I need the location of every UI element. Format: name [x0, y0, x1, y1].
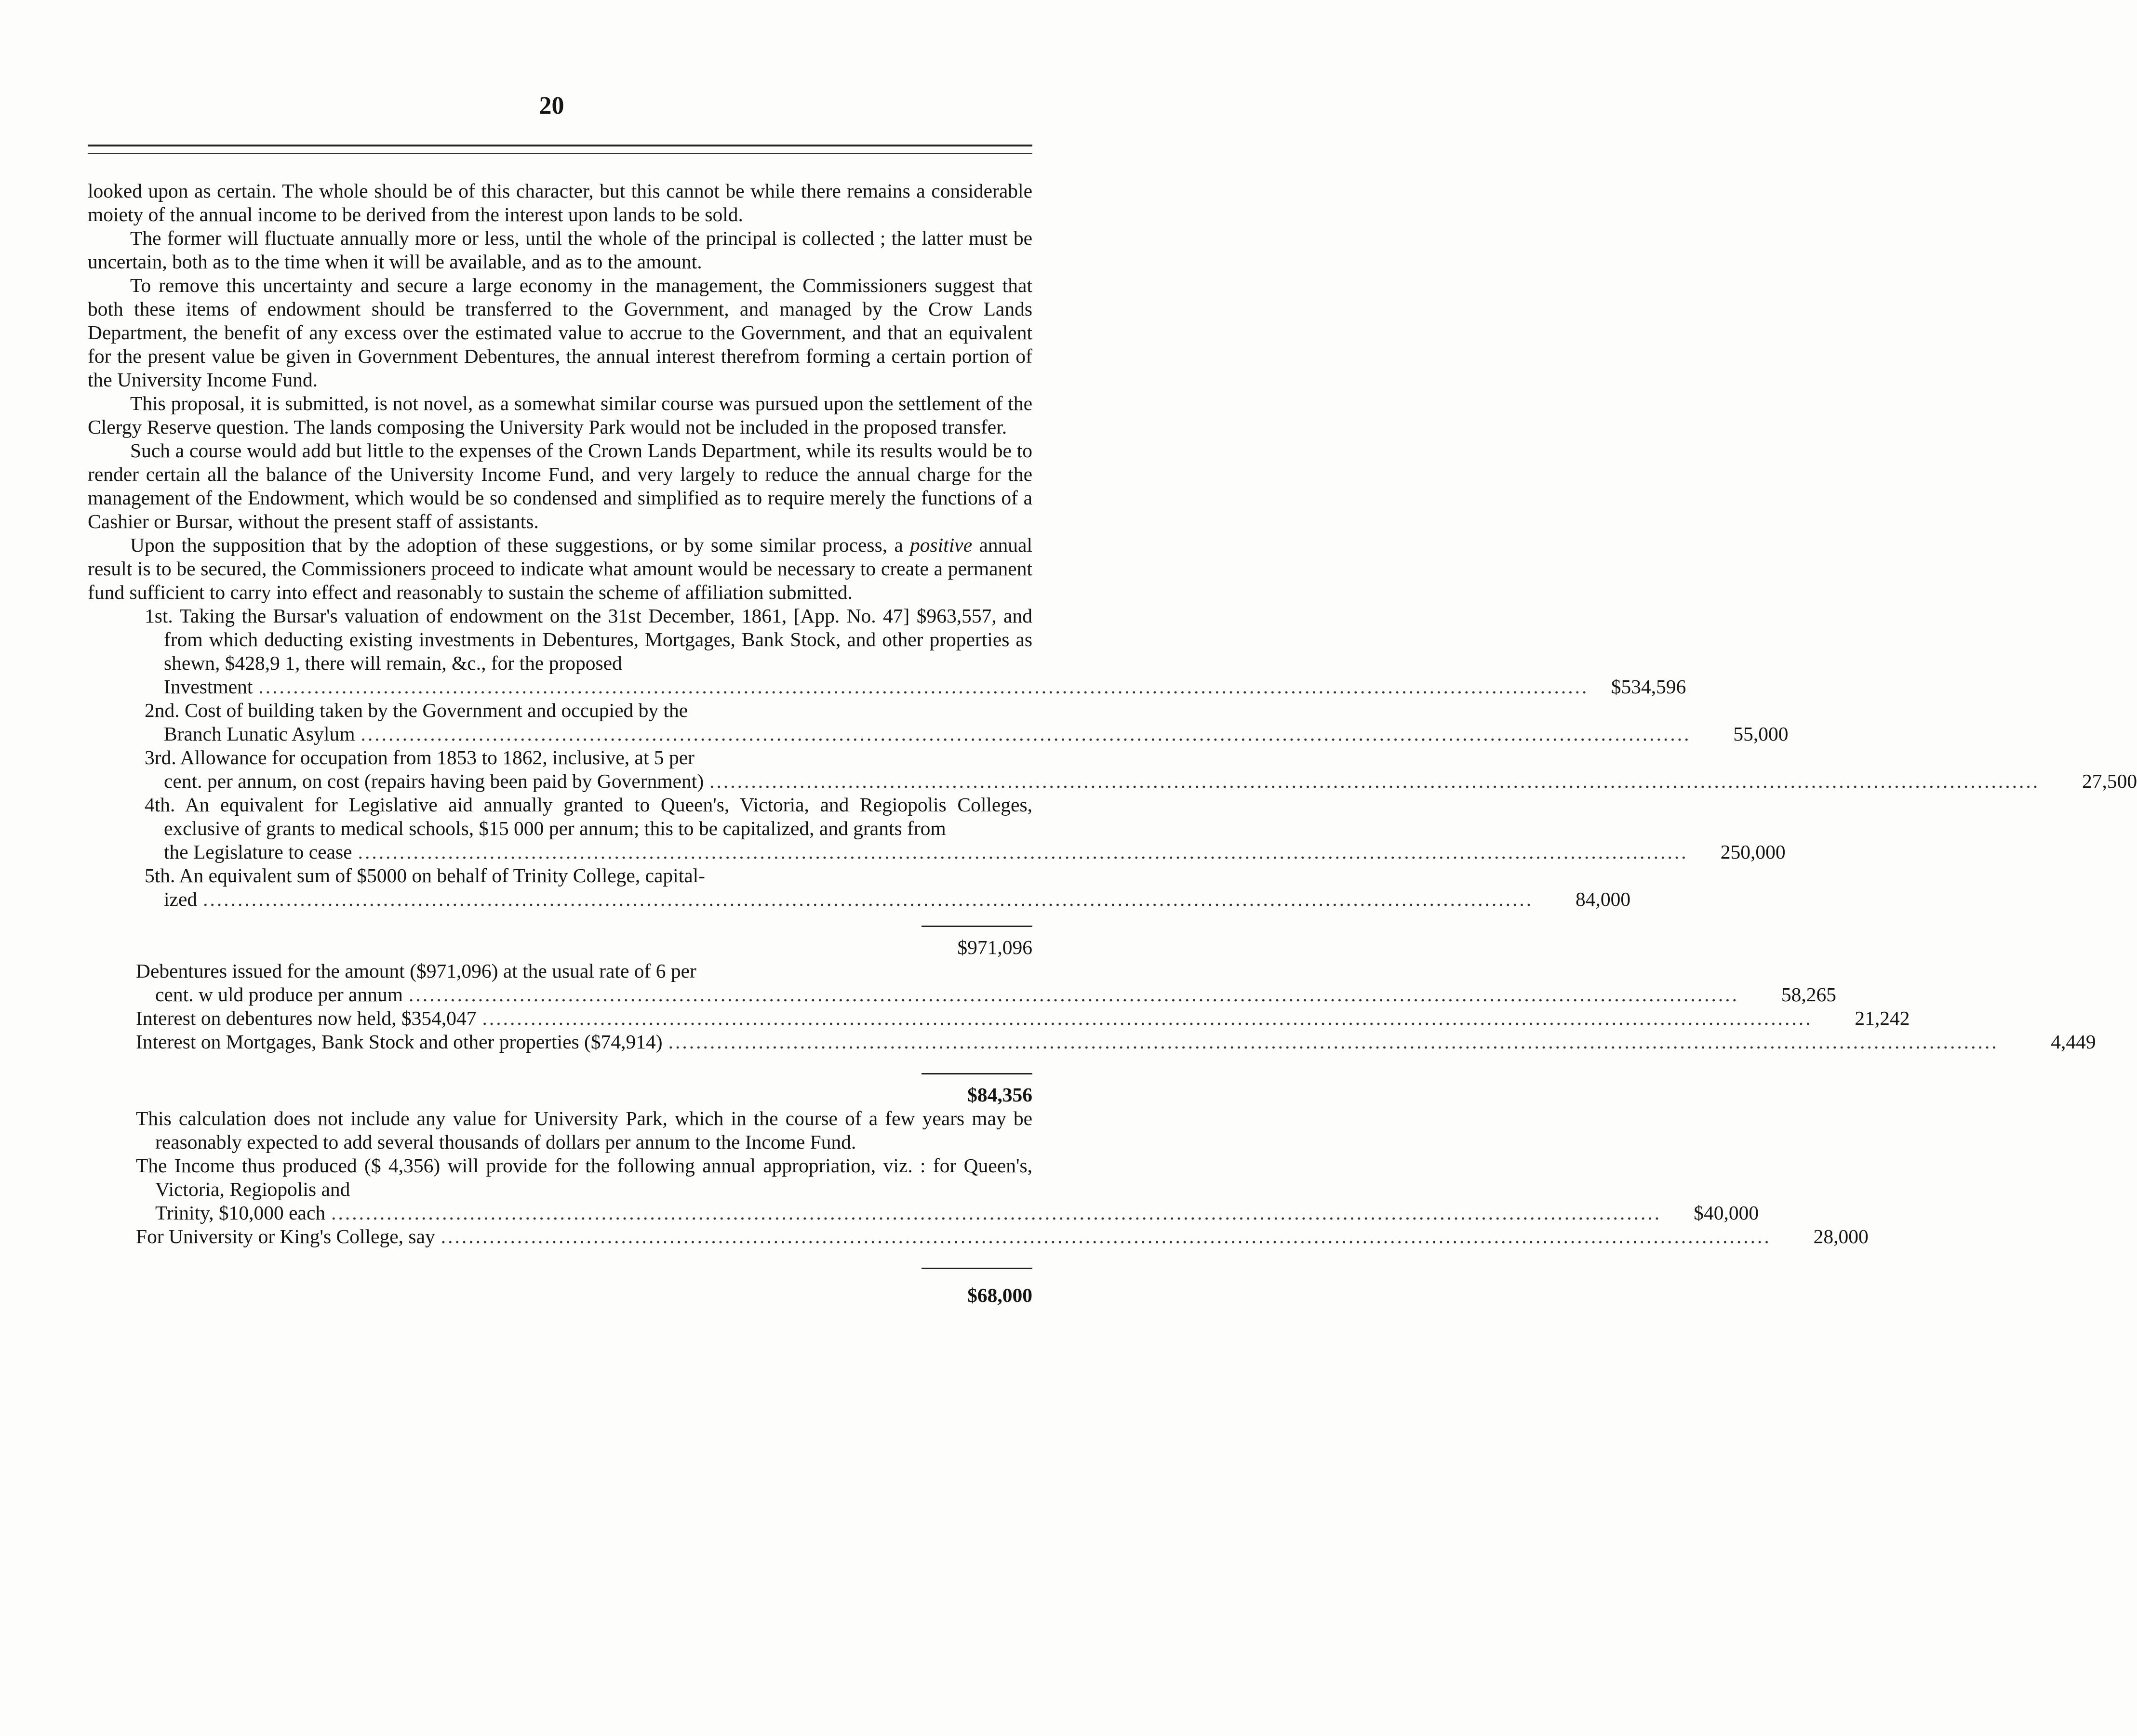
appropriation-amount: $40,000: [1694, 1202, 1759, 1224]
item-amount: 55,000: [1733, 723, 1789, 745]
interest-last-line: cent. w uld produce per annum: [155, 983, 403, 1006]
item-text: Cost of building taken by the Government and occupied by the: [185, 699, 688, 721]
interest-last-line: Interest on debentures now held, $354,047: [136, 1007, 477, 1029]
leader-dots: ................................................................................................................................................................................................: [408, 983, 1739, 1006]
item-last-line: ized: [164, 888, 198, 910]
header-rule: [88, 145, 1032, 154]
interest-text: Debentures issued for the amount ($971,096) at the usual rate of 6 per: [136, 960, 696, 982]
list-item: [145, 864, 1631, 911]
item-amount: 250,000: [1720, 841, 1786, 863]
leader-dots: ................................................................................................................................................................................................: [361, 723, 1691, 745]
interest-amount: 4,449: [2051, 1031, 2096, 1053]
item-label: 5th.: [145, 864, 175, 887]
item-amount: $534,596: [1611, 676, 1686, 698]
page-number: 20: [539, 92, 564, 119]
paragraph: To remove this uncertainty and secure a large economy in the management, the Commissioners suggest that both these items of endowment should be transferred to the Government, and managed by the Crow Lands Department, the benefit of any excess over the estimated value to accrue to the Government, and that an equivalent for the present value be given in Government Debentures, the annual interest therefrom forming a certain portion of the University Income Fund.: [88, 274, 1032, 391]
notes-block: [136, 1107, 1869, 1248]
list-item: [145, 604, 1686, 699]
item-text: An equivalent for Legislative aid annually granted to Queen's, Victoria, and Regiopolis Colleges, exclusive of grants to medical schools, $15 000 per annum; this to be capitalized, and grants from: [164, 794, 1033, 839]
item-last-line: the Legislature to cease: [164, 841, 352, 863]
leader-dots: ................................................................................................................................................................................................: [709, 770, 2040, 792]
sum-rule: [922, 1073, 1032, 1074]
item-amount: 27,500: [2082, 770, 2137, 792]
leader-dots: ................................................................................................................................................................................................: [331, 1202, 1662, 1224]
subtotal-amount: $84,356: [967, 1084, 1032, 1106]
item-label: 3rd.: [145, 746, 176, 769]
paragraph: The former will fluctuate annually more or less, until the whole of the principal is collected ; the latter must be uncertain, both as to the time when it will be available, and as to the amount.: [88, 227, 1032, 273]
leader-dots: ................................................................................................................................................................................................: [358, 841, 1688, 863]
list-item: [145, 746, 2137, 793]
paragraph: looked upon as certain. The whole should be of this character, but this cannot be while there remains a considerable moiety of the annual income to be derived from the interest upon lands to be sold.: [88, 180, 1032, 225]
list-item: [145, 793, 1786, 864]
interest-amount: 58,265: [1781, 983, 1836, 1006]
item-text: An equivalent sum of $5000 on behalf of Trinity College, capital-: [179, 864, 706, 887]
calculation-note: This calculation does not include any value for University Park, which in the course of a few years may be reasonably expected to add several thousands of dollars per annum to the Income Fund.: [136, 1107, 1032, 1153]
item-last-line: Investment: [164, 676, 253, 698]
kings-college-amount: 28,000: [1813, 1225, 1869, 1247]
item-label: 4th.: [145, 794, 175, 816]
final-total: $68,000: [967, 1284, 1032, 1306]
sum-rule: [922, 926, 1032, 927]
item-text: Taking the Bursar's valuation of endowment on the 31st December, 1861, [App. No. 47] $963,557, and from which deducting existing investments in Debentures, Mortgages, Bank Stock, and other properties as shewn, $428,9 1, there will remain, &c., for the proposed: [164, 605, 1032, 674]
paragraph: Such a course would add but little to the expenses of the Crown Lands Department, while its results would be to render certain all the balance of the University Income Fund, and very largely to reduce the annual charge for the management of the Endowment, which would be so condensed and simplified as to require merely the functions of a Cashier or Bursar, without the present staff of assistants.: [88, 439, 1032, 532]
interest-block: [136, 959, 2096, 1054]
appropriation-text: The Income thus produced ($ 4,356) will provide for the following annual appropriation, viz. : for Queen's, Victoria, Regiopolis and: [136, 1154, 1032, 1200]
leader-dots: ................................................................................................................................................................................................: [258, 676, 1589, 698]
paragraph-supposition: [88, 533, 1032, 604]
subtotal-amount: $971,096: [957, 936, 1032, 958]
leader-dots: ................................................................................................................................................................................................: [668, 1031, 1999, 1053]
text-run: annual result is to be secured, the Commissioners proceed to indicate what amount would be necessary to create a permanent fund sufficient to carry into effect and reasonably to sustain the scheme of affiliation submitted.: [88, 534, 1032, 603]
item-label: 2nd.: [145, 699, 180, 721]
interest-last-line: Interest on Mortgages, Bank Stock and other properties ($74,914): [136, 1031, 663, 1053]
leader-dots: ................................................................................................................................................................................................: [441, 1225, 1771, 1247]
italic-word: positive: [910, 534, 973, 556]
kings-college-line: For University or King's College, say: [136, 1225, 435, 1247]
text-run: Upon the supposition that by the adoption of these suggestions, or by some similar process, a: [130, 534, 910, 556]
item-label: 1st.: [145, 605, 173, 627]
item-last-line: Branch Lunatic Asylum: [164, 723, 355, 745]
paragraph: This proposal, it is submitted, is not novel, as a somewhat similar course was pursued upon the settlement of the Clergy Reserve question. The lands composing the University Park would not be included in the proposed transfer.: [88, 392, 1032, 438]
item-text: Allowance for occupation from 1853 to 1862, inclusive, at 5 per: [180, 746, 695, 769]
sum-rule: [922, 1268, 1032, 1269]
item-amount: 84,000: [1576, 888, 1631, 910]
leader-dots: ................................................................................................................................................................................................: [482, 1007, 1813, 1029]
page-body: [88, 179, 2137, 1307]
list-item: [145, 699, 1789, 746]
item-last-line: cent. per annum, on cost (repairs having been paid by Government): [164, 770, 704, 792]
interest-amount: 21,242: [1855, 1007, 1910, 1029]
leader-dots: ................................................................................................................................................................................................: [203, 888, 1534, 910]
appropriation-last-line: Trinity, $10,000 each: [155, 1202, 326, 1224]
